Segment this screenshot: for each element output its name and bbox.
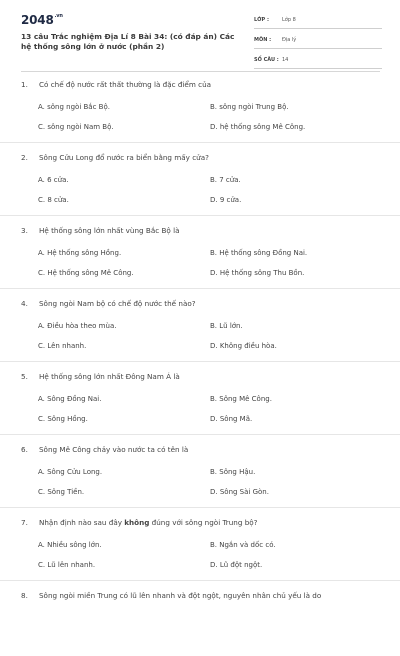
question-list — [0, 72, 400, 656]
meta-label: SỐ CÂU : — [254, 57, 279, 63]
answer-option[interactable]: A. Nhiều sông lớn. — [38, 541, 102, 549]
answer-option[interactable]: B. sông ngòi Trung Bộ. — [210, 103, 289, 111]
question-separator — [0, 288, 400, 289]
answer-option[interactable]: B. Sông Hậu. — [210, 468, 256, 476]
question-item — [0, 364, 400, 437]
answer-option[interactable]: D. Hệ thống sông Thu Bồn. — [210, 269, 305, 277]
question-text — [21, 518, 258, 527]
answer-option[interactable]: D. hệ thống sông Mê Công. — [210, 123, 306, 131]
question-number: 7. — [21, 518, 28, 527]
question-number: 1. — [21, 80, 28, 89]
question-text — [21, 445, 188, 454]
question-prompt: Có chế độ nước rất thất thường là đặc điểm của — [39, 80, 212, 89]
answer-option[interactable]: D. 9 cửa. — [210, 196, 242, 204]
question-separator — [0, 434, 400, 435]
meta-label: LỚP : — [254, 17, 269, 23]
question-prompt: Sông Mê Công chảy vào nước ta có tên là — [39, 445, 189, 454]
question-item — [0, 291, 400, 364]
question-emphasis: không — [124, 518, 150, 527]
question-text — [21, 153, 209, 162]
question-item — [0, 510, 400, 583]
question-item — [0, 583, 400, 656]
answer-option[interactable]: C. Lên nhanh. — [38, 342, 87, 350]
question-separator — [0, 215, 400, 216]
answer-option[interactable]: C. sông ngòi Nam Bộ. — [38, 123, 114, 131]
question-item — [0, 437, 400, 510]
answer-option[interactable]: A. sông ngòi Bắc Bộ. — [38, 103, 110, 111]
question-number: 5. — [21, 372, 28, 381]
answer-option[interactable]: A. Hệ thống sông Hồng. — [38, 249, 122, 257]
answer-option[interactable]: C. 8 cửa. — [38, 196, 69, 204]
meta-value: Địa lý — [282, 37, 297, 43]
answer-option[interactable]: A. Điều hòa theo mùa. — [38, 322, 117, 330]
answer-option[interactable]: C. Sông Tiền. — [38, 488, 85, 496]
question-text — [21, 80, 211, 89]
answer-option[interactable]: D. Lũ đột ngột. — [210, 561, 263, 569]
meta-row-count — [254, 54, 382, 69]
question-separator — [0, 142, 400, 143]
site-logo[interactable] — [21, 13, 63, 27]
answer-option[interactable]: B. Hệ thống sông Đồng Nai. — [210, 249, 308, 257]
answer-option[interactable]: B. 7 cửa. — [210, 176, 241, 184]
logo-text: 2048 — [21, 13, 54, 27]
answer-option[interactable]: A. 6 cửa. — [38, 176, 69, 184]
answer-option[interactable]: D. Sông Mã. — [210, 415, 253, 423]
question-text — [21, 226, 179, 235]
meta-value: 14 — [282, 57, 289, 63]
question-text — [21, 299, 196, 308]
answer-option[interactable]: C. Sông Hồng. — [38, 415, 88, 423]
page-title: 13 câu Trắc nghiệm Địa Lí 8 Bài 34: (có đáp án) Các hệ thống sông lớn ở nước (phần 2) — [21, 32, 235, 51]
answer-option[interactable]: C. Lũ lên nhanh. — [38, 561, 96, 569]
question-number: 3. — [21, 226, 28, 235]
meta-row-class — [254, 14, 382, 29]
question-number: 4. — [21, 299, 28, 308]
meta-panel — [254, 14, 382, 74]
question-prompt: Sông ngòi Nam bộ có chế độ nước thế nào? — [39, 299, 196, 308]
header — [0, 0, 400, 72]
answer-option[interactable]: A. Sông Đồng Nai. — [38, 395, 102, 403]
question-prompt: Sông Cửu Long đổ nước ra biển bằng mấy cửa? — [39, 153, 209, 162]
meta-value: Lớp 8 — [282, 17, 296, 23]
question-text — [21, 591, 321, 600]
answer-option[interactable]: A. Sông Cửu Long. — [38, 468, 103, 476]
logo-suffix: .vn — [54, 13, 63, 19]
question-item — [0, 72, 400, 145]
question-separator — [0, 361, 400, 362]
answer-option[interactable]: B. Lũ lớn. — [210, 322, 243, 330]
meta-row-subject — [254, 34, 382, 49]
question-prompt: Hệ thống sông lớn nhất vùng Bắc Bộ là — [39, 226, 180, 235]
question-item — [0, 145, 400, 218]
question-number: 6. — [21, 445, 28, 454]
question-number: 8. — [21, 591, 28, 600]
question-prompt: Hệ thống sông lớn nhất Đông Nam Á là — [39, 372, 180, 381]
question-prompt: Sông ngòi miền Trung có lũ lên nhanh và đột ngột, nguyên nhân chủ yếu là do — [39, 591, 322, 600]
question-separator — [0, 580, 400, 581]
answer-option[interactable]: B. Ngắn và dốc có. — [210, 541, 276, 549]
meta-label: MÔN : — [254, 37, 272, 43]
question-text-part: đúng với sông ngòi Trung bộ? — [149, 518, 258, 527]
question-text-part: Nhận định nào sau đây — [39, 518, 125, 527]
question-separator — [0, 507, 400, 508]
answer-option[interactable]: C. Hệ thống sông Mê Công. — [38, 269, 134, 277]
question-item — [0, 218, 400, 291]
answer-option[interactable]: D. Không điều hòa. — [210, 342, 277, 350]
answer-option[interactable]: D. Sông Sài Gòn. — [210, 488, 269, 496]
answer-option[interactable]: B. Sông Mê Công. — [210, 395, 272, 403]
question-number: 2. — [21, 153, 28, 162]
question-text — [21, 372, 180, 381]
